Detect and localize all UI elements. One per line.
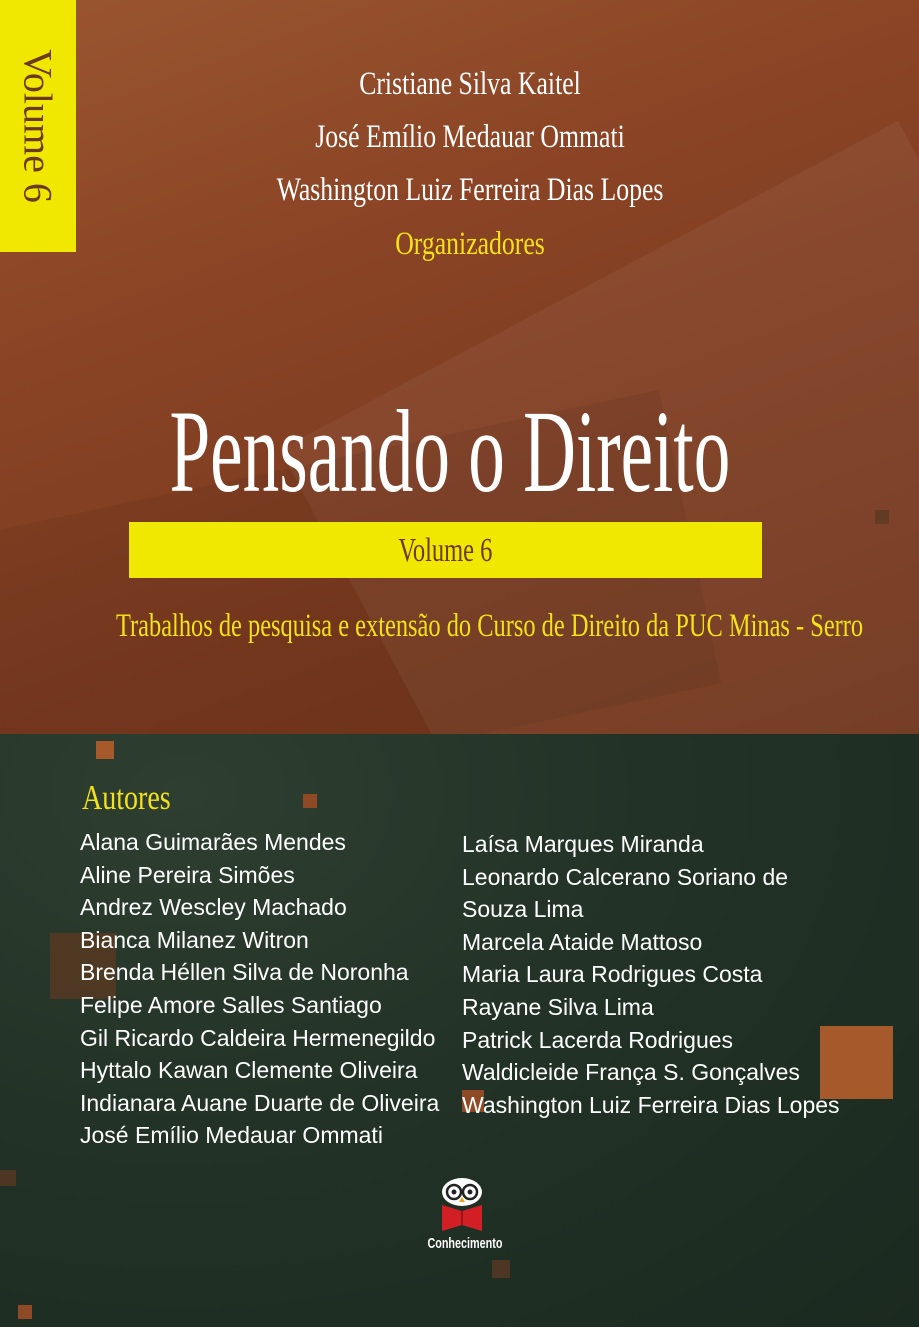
author-name: Souza Lima — [462, 896, 584, 923]
authors-column-2 — [462, 828, 840, 1121]
volume-side-tab — [0, 0, 76, 252]
author-name: Brenda Héllen Silva de Noronha — [80, 959, 409, 986]
author-name: Aline Pereira Simões — [80, 861, 295, 888]
author-name: Hyttalo Kawan Clemente Oliveira — [80, 1057, 418, 1084]
author-name: Bianca Milanez Witron — [80, 926, 309, 953]
volume-side-label: Volume 6 — [15, 49, 61, 203]
decorative-square — [0, 1170, 16, 1186]
owl-book-icon — [436, 1175, 488, 1233]
author-name: Gil Ricardo Caldeira Hermenegildo — [80, 1024, 436, 1051]
authors-column-1 — [80, 826, 439, 1152]
author-name: Indianara Auane Duarte de Oliveira — [80, 1089, 440, 1116]
author-name: Rayane Silva Lima — [462, 993, 654, 1020]
author-name: José Emílio Medauar Ommati — [80, 1122, 383, 1149]
authors-heading: Autores — [82, 778, 171, 817]
book-title: Pensando o Direito — [169, 386, 731, 517]
decorative-square — [492, 1260, 510, 1278]
publisher-name: Conhecimento — [427, 1235, 503, 1252]
organizer-name: José Emílio Medauar Ommati — [315, 119, 625, 155]
publisher-logo — [414, 1175, 510, 1261]
author-name: Marcela Ataide Mattoso — [462, 928, 703, 955]
decorative-square — [875, 510, 889, 524]
organizer-name: Washington Luiz Ferreira Dias Lopes — [276, 172, 664, 208]
organizer-name: Cristiane Silva Kaitel — [359, 66, 581, 102]
author-name: Alana Guimarães Mendes — [80, 829, 346, 855]
author-name: Andrez Wescley Machado — [80, 894, 347, 921]
author-name: Laísa Marques Miranda — [462, 831, 704, 857]
author-name: Leonardo Calcerano Soriano de — [462, 863, 789, 890]
author-name: Maria Laura Rodrigues Costa — [462, 961, 763, 988]
decorative-square — [18, 1305, 32, 1319]
author-name: Felipe Amore Salles Santiago — [80, 991, 382, 1018]
author-name: Waldicleide França S. Gonçalves — [462, 1059, 800, 1086]
author-name: Washington Luiz Ferreira Dias Lopes — [462, 1091, 840, 1118]
author-name: Patrick Lacerda Rodrigues — [462, 1026, 734, 1053]
decorative-square — [96, 741, 114, 759]
decorative-square — [303, 794, 317, 808]
volume-banner — [129, 522, 762, 578]
volume-banner-label: Volume 6 — [398, 532, 493, 569]
organizers-label: Organizadores — [395, 226, 545, 262]
book-subtitle: Trabalhos de pesquisa e extensão do Curso de Direito da PUC Minas - Serro — [115, 608, 864, 644]
